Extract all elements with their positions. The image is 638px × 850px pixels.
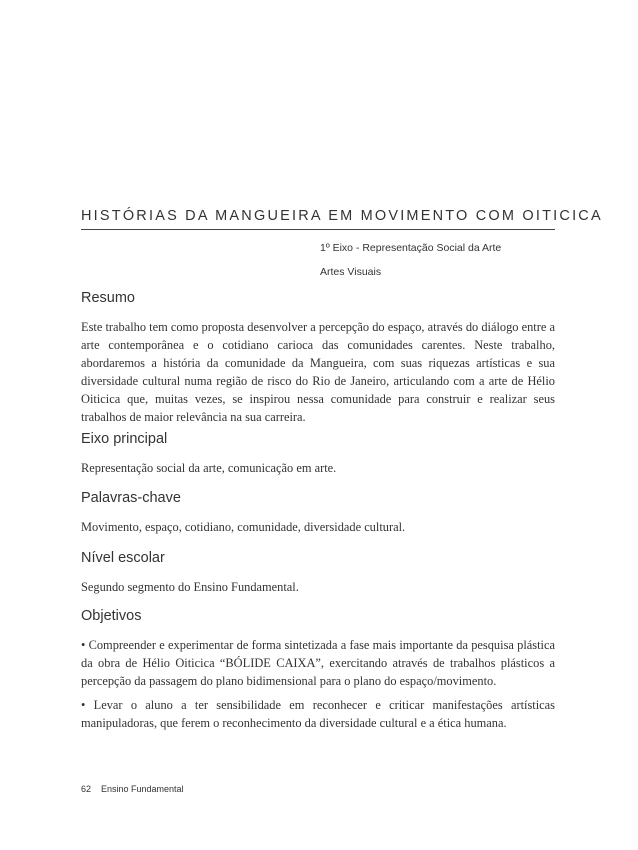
nivel-heading: Nível escolar [81, 550, 165, 566]
article-axis: 1º Eixo - Representação Social da Arte [320, 242, 502, 254]
nivel-text: Segundo segmento do Ensino Fundamental. [81, 580, 299, 594]
eixo-text: Representação social da arte, comunicação em arte. [81, 461, 337, 475]
eixo-heading: Eixo principal [81, 431, 168, 447]
resumo-text: Este trabalho tem como proposta desenvolver a percepção do espaço, através do diálogo entre a arte contemporânea e o cotidiano carioca das comunidades carentes. Neste trabalho, abordaremos a história da comunidade da Mangueira, com suas riquezas artísticas e sua diversidade cultural numa região de risco do Rio de Janeiro, articulando com a arte de Hélio Oiticica que, muitas vezes, se inspirou nessa comunidade para construir e realizar seus trabalhos de maior relevância na sua carreira. [81, 320, 555, 424]
page-number: 62 [81, 784, 92, 794]
palavras-text: Movimento, espaço, cotidiano, comunidade, diversidade cultural. [81, 520, 406, 534]
objetivos-item-2: • Levar o aluno a ter sensibilidade em reconhecer e criticar manifestações artísticas manipuladoras, que ferem o reconhecimento da diversidade cultural e a ética humana. [81, 698, 555, 730]
article-discipline: Artes Visuais [320, 266, 382, 278]
objetivos-heading: Objetivos [81, 608, 142, 624]
title-rule [81, 229, 555, 230]
article-title: HISTÓRIAS DA MANGUEIRA EM MOVIMENTO COM OITICICA [81, 208, 603, 224]
footer-section: Ensino Fundamental [101, 784, 184, 794]
palavras-heading: Palavras-chave [81, 490, 181, 506]
resumo-heading: Resumo [81, 290, 135, 306]
page-footer [81, 784, 194, 794]
objetivos-item-1: • Compreender e experimentar de forma sintetizada a fase mais importante da pesquisa plástica da obra de Hélio Oiticica “BÓLIDE CAIXA”, exercitando através de trabalhos plásticos a percepção da passagem do plano bidimensional para o plano do espaço/movimento. [81, 638, 555, 688]
